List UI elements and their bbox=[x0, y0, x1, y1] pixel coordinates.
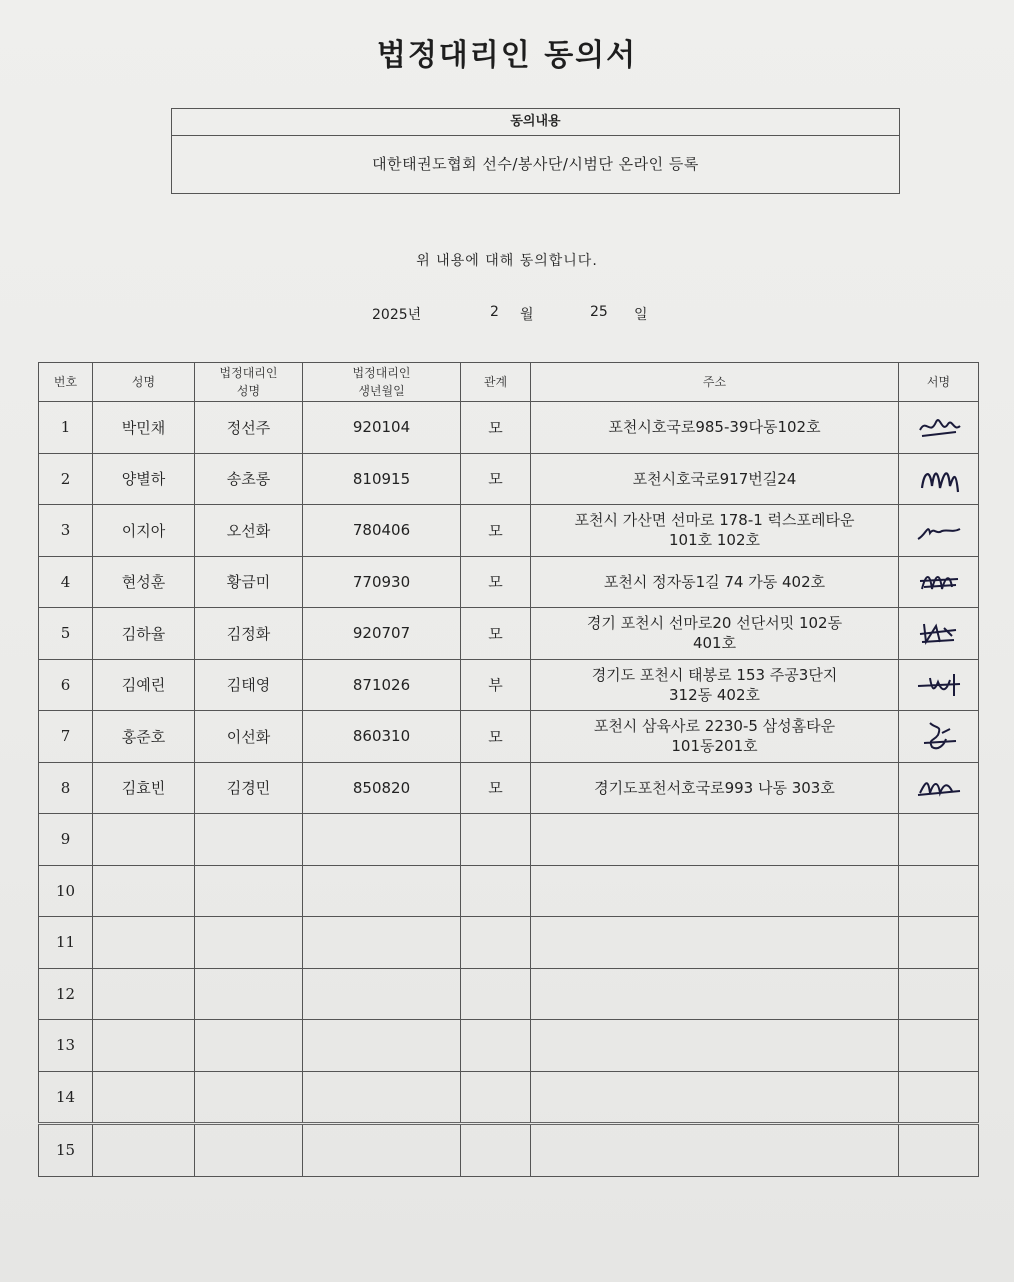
row-guardian-name: 정선주 bbox=[195, 402, 303, 454]
row-guardian-name bbox=[195, 917, 303, 969]
row-number: 14 bbox=[39, 1071, 93, 1124]
row-guardian-birth: 850820 bbox=[303, 762, 461, 814]
address-line: 경기도포천서호국로993 나동 303호 bbox=[594, 778, 835, 797]
address-line: 포천시 삼육사로 2230-5 삼성홈타운 bbox=[593, 717, 836, 736]
header-guardian-name bbox=[195, 363, 303, 402]
table-row bbox=[39, 505, 979, 557]
row-address bbox=[531, 865, 899, 917]
row-relation: 부 bbox=[461, 659, 531, 711]
row-number: 13 bbox=[39, 1020, 93, 1072]
row-address bbox=[531, 1071, 899, 1124]
table-row bbox=[39, 1124, 979, 1177]
row-signature bbox=[899, 1071, 979, 1124]
row-signature bbox=[899, 814, 979, 866]
row-guardian-name bbox=[195, 968, 303, 1020]
row-guardian-name: 김경민 bbox=[195, 762, 303, 814]
row-relation bbox=[461, 1124, 531, 1177]
table-row bbox=[39, 453, 979, 505]
row-guardian-name: 황금미 bbox=[195, 556, 303, 608]
consent-statement: 위 내용에 대해 동의합니다. bbox=[416, 253, 598, 269]
address-line: 경기 포천시 선마로20 선단서밋 102동 bbox=[586, 614, 843, 633]
row-guardian-birth: 810915 bbox=[303, 453, 461, 505]
row-number: 8 bbox=[39, 762, 93, 814]
row-guardian-name: 이선화 bbox=[195, 711, 303, 763]
row-relation bbox=[461, 968, 531, 1020]
row-guardian-name bbox=[195, 814, 303, 866]
row-signature bbox=[899, 556, 979, 608]
address-line: 포천시 정자동1길 74 가동 402호 bbox=[603, 572, 826, 591]
row-guardian-birth bbox=[303, 968, 461, 1020]
row-relation bbox=[461, 1020, 531, 1072]
row-address bbox=[531, 1020, 899, 1072]
table-row bbox=[39, 917, 979, 969]
header-signature: 서명 bbox=[899, 363, 979, 402]
row-address bbox=[531, 556, 899, 608]
row-relation: 모 bbox=[461, 608, 531, 660]
address-line: 312동 402호 bbox=[668, 685, 760, 704]
header-guardian-name-line1: 법정대리인 bbox=[219, 366, 278, 380]
table-body bbox=[39, 402, 979, 1177]
table-row bbox=[39, 1071, 979, 1124]
row-number: 15 bbox=[39, 1124, 93, 1177]
row-name: 김하율 bbox=[93, 608, 195, 660]
table-row bbox=[39, 968, 979, 1020]
row-guardian-birth: 920104 bbox=[303, 402, 461, 454]
address-line: 포천시 가산면 선마로 178-1 럭스포레타운 bbox=[574, 511, 855, 530]
handwritten-signature bbox=[916, 410, 962, 444]
row-address bbox=[531, 814, 899, 866]
row-signature bbox=[899, 762, 979, 814]
header-guardian-name-line2: 성명 bbox=[236, 384, 261, 398]
row-number: 7 bbox=[39, 711, 93, 763]
row-signature bbox=[899, 968, 979, 1020]
row-number: 1 bbox=[39, 402, 93, 454]
row-address bbox=[531, 659, 899, 711]
header-guardian-birth bbox=[303, 363, 461, 402]
table-row bbox=[39, 711, 979, 763]
row-guardian-name: 송초롱 bbox=[195, 453, 303, 505]
row-guardian-birth: 770930 bbox=[303, 556, 461, 608]
table-row bbox=[39, 608, 979, 660]
table-header-row bbox=[39, 363, 979, 402]
handwritten-signature bbox=[916, 668, 962, 702]
row-address bbox=[531, 1124, 899, 1177]
row-guardian-birth: 920707 bbox=[303, 608, 461, 660]
row-signature bbox=[899, 505, 979, 557]
row-address bbox=[531, 608, 899, 660]
row-guardian-name bbox=[195, 865, 303, 917]
row-address bbox=[531, 762, 899, 814]
row-relation bbox=[461, 1071, 531, 1124]
row-guardian-birth bbox=[303, 814, 461, 866]
row-signature bbox=[899, 659, 979, 711]
row-guardian-birth: 860310 bbox=[303, 711, 461, 763]
date-day: 25 bbox=[590, 304, 608, 320]
row-guardian-birth bbox=[303, 917, 461, 969]
row-name bbox=[93, 814, 195, 866]
row-name bbox=[93, 1071, 195, 1124]
table-row bbox=[39, 659, 979, 711]
handwritten-signature bbox=[916, 513, 962, 547]
row-name: 김효빈 bbox=[93, 762, 195, 814]
document-title: 법정대리인 동의서 bbox=[376, 38, 638, 73]
row-number: 6 bbox=[39, 659, 93, 711]
address-line: 101동201호 bbox=[671, 737, 758, 756]
row-address bbox=[531, 917, 899, 969]
header-name: 성명 bbox=[93, 363, 195, 402]
row-name: 김예린 bbox=[93, 659, 195, 711]
handwritten-signature bbox=[916, 771, 962, 805]
address-line: 401호 bbox=[692, 634, 737, 653]
address-line: 경기도 포천시 태봉로 153 주공3단지 bbox=[591, 665, 838, 684]
row-guardian-name: 김태영 bbox=[195, 659, 303, 711]
row-signature bbox=[899, 711, 979, 763]
table-row bbox=[39, 762, 979, 814]
row-guardian-birth bbox=[303, 1071, 461, 1124]
date-month: 2 bbox=[490, 304, 499, 320]
table-row bbox=[39, 814, 979, 866]
row-signature bbox=[899, 865, 979, 917]
row-number: 10 bbox=[39, 865, 93, 917]
date-year: 2025년 bbox=[372, 307, 422, 323]
header-address: 주소 bbox=[531, 363, 899, 402]
row-address bbox=[531, 711, 899, 763]
handwritten-signature bbox=[916, 462, 962, 496]
consent-content: 대한태권도협회 선수/봉사단/시범단 온라인 등록 bbox=[372, 155, 699, 173]
row-number: 9 bbox=[39, 814, 93, 866]
row-relation: 모 bbox=[461, 453, 531, 505]
date-month-unit: 월 bbox=[520, 307, 534, 323]
row-guardian-name bbox=[195, 1124, 303, 1177]
address-line: 포천시호국로985-39다동102호 bbox=[608, 418, 821, 437]
header-relation: 관계 bbox=[461, 363, 531, 402]
row-name bbox=[93, 1124, 195, 1177]
row-guardian-name: 김정화 bbox=[195, 608, 303, 660]
row-name bbox=[93, 968, 195, 1020]
row-number: 4 bbox=[39, 556, 93, 608]
row-number: 12 bbox=[39, 968, 93, 1020]
row-name bbox=[93, 865, 195, 917]
row-guardian-birth bbox=[303, 865, 461, 917]
row-relation bbox=[461, 865, 531, 917]
row-name bbox=[93, 917, 195, 969]
row-name bbox=[93, 1020, 195, 1072]
row-relation bbox=[461, 917, 531, 969]
row-address bbox=[531, 402, 899, 454]
consent-heading: 동의내용 bbox=[172, 109, 899, 136]
guardian-consent-table bbox=[38, 362, 979, 1177]
row-signature bbox=[899, 1124, 979, 1177]
header-number: 번호 bbox=[39, 363, 93, 402]
row-name: 홍준호 bbox=[93, 711, 195, 763]
row-signature bbox=[899, 1020, 979, 1072]
address-line: 포천시호국로917번길24 bbox=[632, 469, 797, 488]
row-signature bbox=[899, 608, 979, 660]
handwritten-signature bbox=[916, 616, 962, 650]
row-address bbox=[531, 505, 899, 557]
row-guardian-birth bbox=[303, 1020, 461, 1072]
table-row bbox=[39, 556, 979, 608]
row-relation: 모 bbox=[461, 711, 531, 763]
table-row bbox=[39, 402, 979, 454]
row-signature bbox=[899, 402, 979, 454]
row-name: 현성훈 bbox=[93, 556, 195, 608]
row-relation bbox=[461, 814, 531, 866]
row-name: 양별하 bbox=[93, 453, 195, 505]
row-relation: 모 bbox=[461, 505, 531, 557]
row-number: 2 bbox=[39, 453, 93, 505]
row-relation: 모 bbox=[461, 402, 531, 454]
row-number: 5 bbox=[39, 608, 93, 660]
row-relation: 모 bbox=[461, 556, 531, 608]
row-guardian-name bbox=[195, 1020, 303, 1072]
row-number: 11 bbox=[39, 917, 93, 969]
row-guardian-name bbox=[195, 1071, 303, 1124]
row-signature bbox=[899, 917, 979, 969]
row-guardian-birth bbox=[303, 1124, 461, 1177]
row-guardian-birth: 780406 bbox=[303, 505, 461, 557]
row-guardian-birth: 871026 bbox=[303, 659, 461, 711]
address-line: 101호 102호 bbox=[668, 531, 760, 550]
row-address bbox=[531, 968, 899, 1020]
header-guardian-birth-line2: 생년월일 bbox=[358, 384, 405, 398]
row-name: 이지아 bbox=[93, 505, 195, 557]
row-guardian-name: 오선화 bbox=[195, 505, 303, 557]
table-row bbox=[39, 1020, 979, 1072]
handwritten-signature bbox=[916, 719, 962, 753]
row-name: 박민채 bbox=[93, 402, 195, 454]
date-day-unit: 일 bbox=[634, 307, 648, 323]
header-guardian-birth-line1: 법정대리인 bbox=[352, 366, 411, 380]
row-number: 3 bbox=[39, 505, 93, 557]
table-row bbox=[39, 865, 979, 917]
row-relation: 모 bbox=[461, 762, 531, 814]
consent-box bbox=[171, 108, 900, 194]
handwritten-signature bbox=[916, 565, 962, 599]
row-address bbox=[531, 453, 899, 505]
row-signature bbox=[899, 453, 979, 505]
